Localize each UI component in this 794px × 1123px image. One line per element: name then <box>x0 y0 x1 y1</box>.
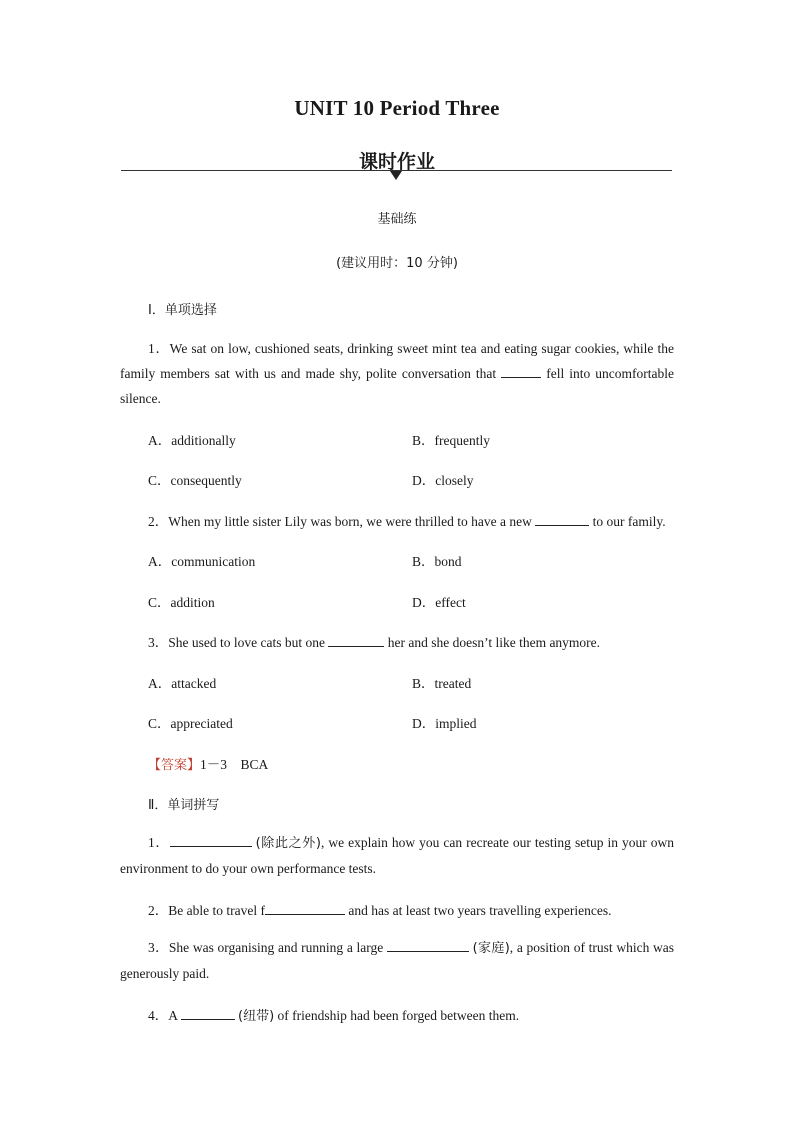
s4-number: 4． <box>148 1008 169 1023</box>
q2-text-a: When my little sister Lily was born, we were thrilled to have a new <box>168 514 532 529</box>
s2-letter: f <box>260 903 265 918</box>
answer-text: 1－3 BCA <box>200 757 269 772</box>
section-label: 基础练 <box>377 212 417 227</box>
spelling-1 <box>120 830 674 881</box>
s2-text-a: Be able to travel <box>168 903 258 918</box>
q2-text-b: to our family. <box>592 514 666 529</box>
q1-text-b: fell into uncomfortable silence. <box>120 366 674 406</box>
divider-triangle-icon <box>390 171 402 180</box>
page-subtitle: 课时作业 <box>358 151 435 173</box>
answer-tag: 【答案】 <box>148 758 201 773</box>
q2-option-b[interactable]: B．bond <box>412 554 462 569</box>
s4-blank[interactable] <box>181 1007 235 1020</box>
q3-text-b: her and she doesn’t like them anymore. <box>387 635 601 650</box>
s3-text-a: She was organising and running a large <box>168 940 384 955</box>
q3-number: 3． <box>148 635 169 650</box>
q1-text-a: We sat on low, cushioned seats, drinking sweet mint tea and eating sugar cookies, while the family members sat with us and made shy, polite conversation that <box>120 341 674 381</box>
s4-text-a: A <box>168 1008 178 1023</box>
q1-blank[interactable] <box>501 365 541 378</box>
q3-text-a: She used to love cats but one <box>168 635 325 650</box>
question-3 <box>148 631 600 651</box>
q1-option-d[interactable]: D．closely <box>412 473 474 488</box>
s3-number: 3． <box>148 940 169 955</box>
s1-blank[interactable] <box>170 834 252 847</box>
s2-number: 2． <box>148 903 169 918</box>
s3-hint: (家庭) <box>472 941 510 956</box>
q1-option-c[interactable]: C．consequently <box>148 473 242 488</box>
q3-option-d[interactable]: D．implied <box>412 716 477 731</box>
s2-blank[interactable] <box>265 902 345 915</box>
q3-option-b[interactable]: B．treated <box>412 676 472 691</box>
spelling-4 <box>148 1004 519 1024</box>
part1-heading: Ⅰ．单项选择 <box>148 303 217 318</box>
q1-number: 1． <box>148 341 170 356</box>
q2-option-d[interactable]: D．effect <box>412 595 466 610</box>
q3-option-a[interactable]: A．attacked <box>148 676 217 691</box>
s2-text-b: and has at least two years travelling experiences. <box>348 903 612 918</box>
s3-blank[interactable] <box>387 939 469 952</box>
q2-blank[interactable] <box>535 513 589 526</box>
time-hint: (建议用时：10 分钟) <box>336 256 458 271</box>
q3-blank[interactable] <box>328 634 384 647</box>
page-title: UNIT 10 Period Three <box>294 96 500 120</box>
s4-hint: (纽带) <box>238 1009 275 1024</box>
part2-heading: Ⅱ．单词拼写 <box>148 798 220 813</box>
spelling-2 <box>148 899 612 919</box>
q3-option-c[interactable]: C．appreciated <box>148 716 233 731</box>
s4-text-b: of friendship had been forged between them. <box>277 1008 520 1023</box>
q2-number: 2． <box>148 514 169 529</box>
s1-number: 1． <box>148 835 170 850</box>
q1-option-a[interactable]: A．additionally <box>148 433 236 448</box>
s1-text: , we explain how you can recreate our testing setup in your own environment to do your own performance tests. <box>120 835 675 876</box>
s1-hint: (除此之外) <box>255 836 321 851</box>
question-1 <box>120 336 674 411</box>
answer-line <box>148 753 268 773</box>
question-2 <box>148 510 666 530</box>
q2-option-c[interactable]: C．addition <box>148 595 215 610</box>
s3-text-b: , a position of trust which was generously paid. <box>120 940 675 981</box>
q2-option-a[interactable]: A．communication <box>148 554 256 569</box>
q1-option-b[interactable]: B．frequently <box>412 433 490 448</box>
spelling-3 <box>120 935 674 986</box>
